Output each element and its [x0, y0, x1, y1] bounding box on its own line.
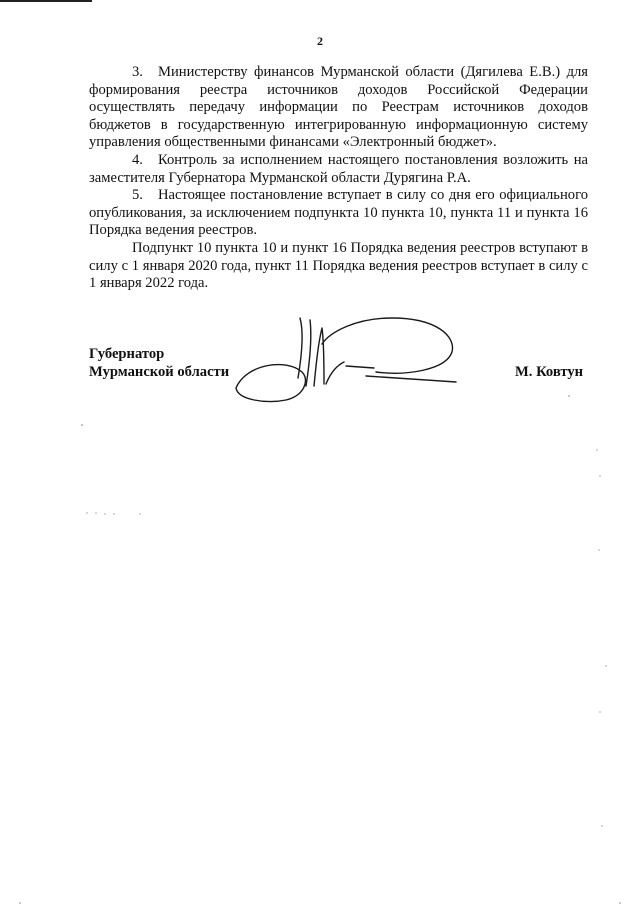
signatory-title [89, 345, 229, 381]
paragraph-text: Контроль за исполнением настоящего постановления возложить на заместителя Губернатора Мурманской области Дурягина Р.А. [89, 151, 588, 186]
paragraph-text: Подпункт 10 пункта 10 и пункт 16 Порядка ведения реестров вступают в силу с 1 января 2020 года, пункт 11 Порядка ведения реестров вступает в силу с 1 января 2022 года. [89, 239, 588, 292]
handwritten-signature [226, 314, 476, 410]
paragraph-4 [89, 152, 588, 187]
paragraph-3 [89, 64, 588, 152]
signatory-name: М. Ковтун [515, 364, 584, 380]
paragraph-text: Настоящее постановление вступает в силу со дня его официального опубликования, за исключением подпункта 10 пункта 10, пункта 11 и пункта 16 Порядка ведения реестров. [89, 187, 588, 239]
paragraph-number: 3. [132, 64, 143, 80]
document-body [89, 64, 588, 293]
paragraph-effective-dates [89, 240, 588, 293]
paragraph-number: 5. [132, 187, 143, 204]
page-number: 2 [317, 34, 323, 48]
scan-edge-mark [0, 0, 92, 2]
signatory-title-line2: Мурманской области [89, 364, 230, 380]
paragraph-number: 4. [132, 151, 143, 168]
paragraph-5 [89, 187, 588, 240]
paragraph-text: Министерству финансов Мурманской области (Дягилева Е.В.) для формирования реестра источников доходов Российской Федерации осуществлять передачу информации по Реестрам источников доходов бюджетов в государственную интегрированную информационную систему управления общественными финансами «Электронный бюджет». [89, 64, 588, 151]
signatory-title-line1: Губернатор [89, 346, 165, 362]
